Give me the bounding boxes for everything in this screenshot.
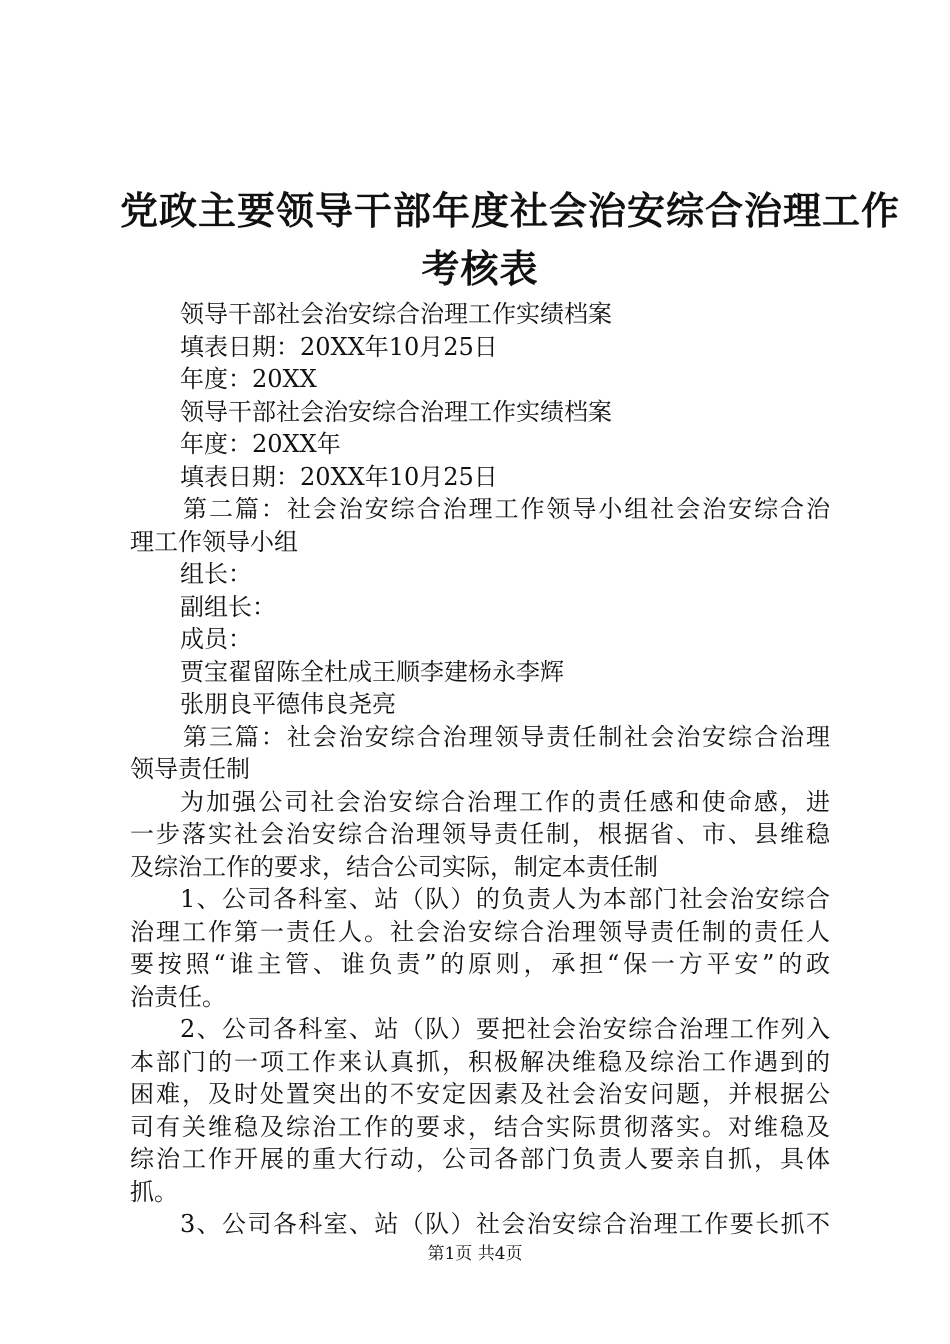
section-heading-line: 第三篇：社会治安综合治理领导责任制社会治安综合治理 — [183, 722, 830, 751]
paragraph-line: 1、公司各科室、站（队）的负责人为本部门社会治安综合 — [180, 885, 830, 913]
paragraph-line: 3、公司各科室、站（队）社会治安综合治理工作要长抓不 — [180, 1210, 830, 1238]
text-line: 张朋良平德伟良尧亮 — [180, 690, 396, 718]
text-line: 成员： — [180, 625, 252, 653]
text-line: 年度：20XX年 — [180, 430, 341, 458]
text-line: 填表日期：20XX年10月25日 — [180, 332, 498, 361]
text-line: 领导责任制 — [130, 755, 250, 783]
text-line: 领导干部社会治安综合治理工作实绩档案 — [180, 300, 612, 328]
paragraph-line: 困难，及时处置突出的不安定因素及社会治安问题，并根据公 — [130, 1080, 830, 1108]
text-line: 年度：20XX — [180, 365, 317, 393]
document-title-line-1: 党政主要领导干部年度社会治安综合治理工作 — [120, 188, 901, 233]
document-title-line-2: 考核表 — [421, 246, 539, 291]
text-line: 领导干部社会治安综合治理工作实绩档案 — [180, 397, 612, 426]
text-line: 贾宝翟留陈全杜成王顺李建杨永李辉 — [180, 657, 564, 686]
paragraph-line: 抓。 — [130, 1177, 178, 1206]
paragraph-line: 为加强公司社会治安综合治理工作的责任感和使命感，进 — [180, 787, 830, 816]
paragraph-line: 治理工作第一责任人。社会治安综合治理领导责任制的责任人 — [130, 917, 830, 946]
page-footer: 第1页 共4页 — [427, 1244, 523, 1264]
paragraph-line: 综治工作开展的重大行动，公司各部门负责人要亲自抓，具体 — [130, 1145, 830, 1173]
paragraph-line: 2、公司各科室、站（队）要把社会治安综合治理工作列入 — [180, 1015, 830, 1043]
text-line: 组长： — [180, 560, 252, 588]
text-line: 理工作领导小组 — [130, 527, 298, 556]
section-heading-line: 第二篇：社会治安综合治理工作领导小组社会治安综合治 — [183, 495, 830, 523]
paragraph-line: 司有关维稳及综治工作的要求，结合实际贯彻落实。对维稳及 — [130, 1112, 830, 1141]
paragraph-line: 一步落实社会治安综合治理领导责任制，根据省、市、县维稳 — [130, 820, 830, 848]
text-line: 填表日期：20XX年10月25日 — [180, 462, 498, 491]
paragraph-line: 本部门的一项工作来认真抓，积极解决维稳及综治工作遇到的 — [130, 1047, 830, 1076]
text-line: 副组长： — [180, 592, 276, 621]
paragraph-line: 及综治工作的要求，结合公司实际，制定本责任制 — [130, 852, 658, 881]
paragraph-line: 要按照“谁主管、谁负责”的原则，承担“保一方平安”的政 — [130, 950, 830, 978]
paragraph-line: 治责任。 — [130, 982, 226, 1011]
document-body — [130, 298, 830, 1241]
